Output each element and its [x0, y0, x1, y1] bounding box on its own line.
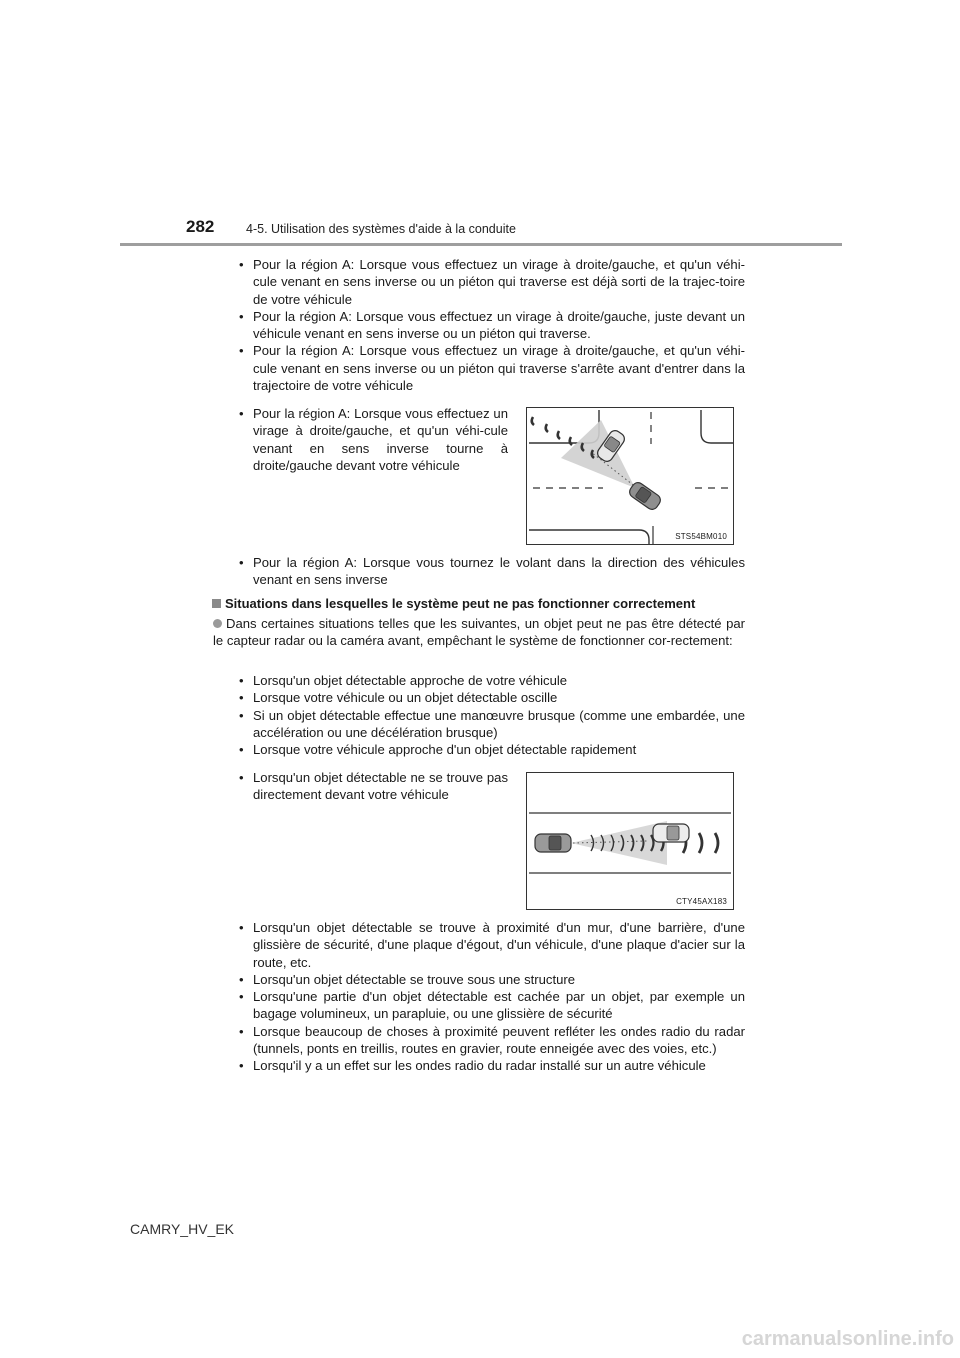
- page-number: 282: [186, 217, 215, 236]
- list-item: • Pour la région A: Lorsque vous effectuez un virage à droite/gauche, et qu'un véhi-cule venant en sens inverse ou un piéton qui traverse est déjà sorti de la trajec-toire de votre véhicule: [237, 256, 745, 308]
- list-item: • Lorsqu'une partie d'un objet détectable est cachée par un objet, par exemple un bagage volumineux, un parapluie, ou une glissière de sécurité: [237, 988, 745, 1023]
- watermark: carmanualsonline.info: [741, 1328, 954, 1350]
- figure-code: STS54BM010: [675, 532, 727, 541]
- paragraph-text: Dans certaines situations telles que les suivantes, un objet peut ne pas être détecté par le capteur radar ou la caméra avant, empêchant le système de fonctionner cor-rectement:: [213, 616, 745, 649]
- lane-diagram: [527, 773, 733, 909]
- list-item: • Pour la région A: Lorsque vous effectuez un virage à droite/gauche, juste devant un véhicule venant en sens inverse ou un piéton qui traverse.: [237, 308, 745, 343]
- intersection-turn-illustration: [526, 407, 734, 545]
- document-code: CAMRY_HV_EK: [130, 1221, 235, 1237]
- list-item: • Pour la région A: Lorsque vous tournez le volant dans la direction des véhicules venant en sens inverse: [237, 554, 745, 589]
- list-item: • Lorsqu'un objet détectable se trouve à proximité d'un mur, d'une barrière, d'une glissière de sécurité, d'une plaque d'égout, d'un véhicule, d'une plaque d'acier sur la route, etc.: [237, 919, 745, 971]
- list-item: • Pour la région A: Lorsque vous effectuez un virage à droite/gauche, et qu'un véhi-cule venant en sens inverse tourne à droite/gauche devant votre véhicule: [237, 405, 508, 474]
- figure2-caption-list: [237, 769, 508, 804]
- section-heading: [212, 596, 695, 611]
- bullet-list-environment: [237, 919, 745, 1075]
- square-bullet-icon: [212, 599, 221, 608]
- list-item: • Lorsque votre véhicule ou un objet détectable oscille: [237, 689, 745, 706]
- bullet-list-region-a: [237, 256, 745, 394]
- list-item: • Lorsqu'un objet détectable approche de votre véhicule: [237, 672, 745, 689]
- intro-paragraph: [213, 615, 745, 650]
- list-item: • Lorsqu'un objet détectable ne se trouve pas directement devant votre véhicule: [237, 769, 508, 804]
- list-item: • Lorsqu'il y a un effet sur les ondes radio du radar installé sur un autre véhicule: [237, 1057, 745, 1074]
- section-title: 4-5. Utilisation des systèmes d'aide à la conduite: [246, 222, 516, 236]
- bullet-list-conditions: [237, 672, 745, 758]
- heading-text: Situations dans lesquelles le système peut ne pas fonctionner correctement: [225, 596, 696, 611]
- header-divider: [120, 243, 842, 246]
- list-item: • Pour la région A: Lorsque vous effectuez un virage à droite/gauche, et qu'un véhi-cule venant en sens inverse ou un piéton qui traverse s'arrête avant d'entrer dans la trajectoire de votre véhicule: [237, 342, 745, 394]
- list-item: • Lorsque beaucoup de choses à proximité peuvent refléter les ondes radio du radar (tunnels, ponts en treillis, routes en gravier, route enneigée avec des voies, etc.): [237, 1023, 745, 1058]
- list-item: • Lorsqu'un objet détectable se trouve sous une structure: [237, 971, 745, 988]
- circle-bullet-icon: [213, 619, 222, 628]
- list-item: • Lorsque votre véhicule approche d'un objet détectable rapidement: [237, 741, 745, 758]
- offset-object-illustration: [526, 772, 734, 910]
- steering-list: [237, 554, 745, 589]
- figure1-caption-list: [237, 405, 508, 474]
- figure-code: CTY45AX183: [676, 897, 727, 906]
- list-item: • Si un objet détectable effectue une manœuvre brusque (comme une embardée, une accélération ou une décélération brusque): [237, 707, 745, 742]
- intersection-diagram: [527, 408, 733, 544]
